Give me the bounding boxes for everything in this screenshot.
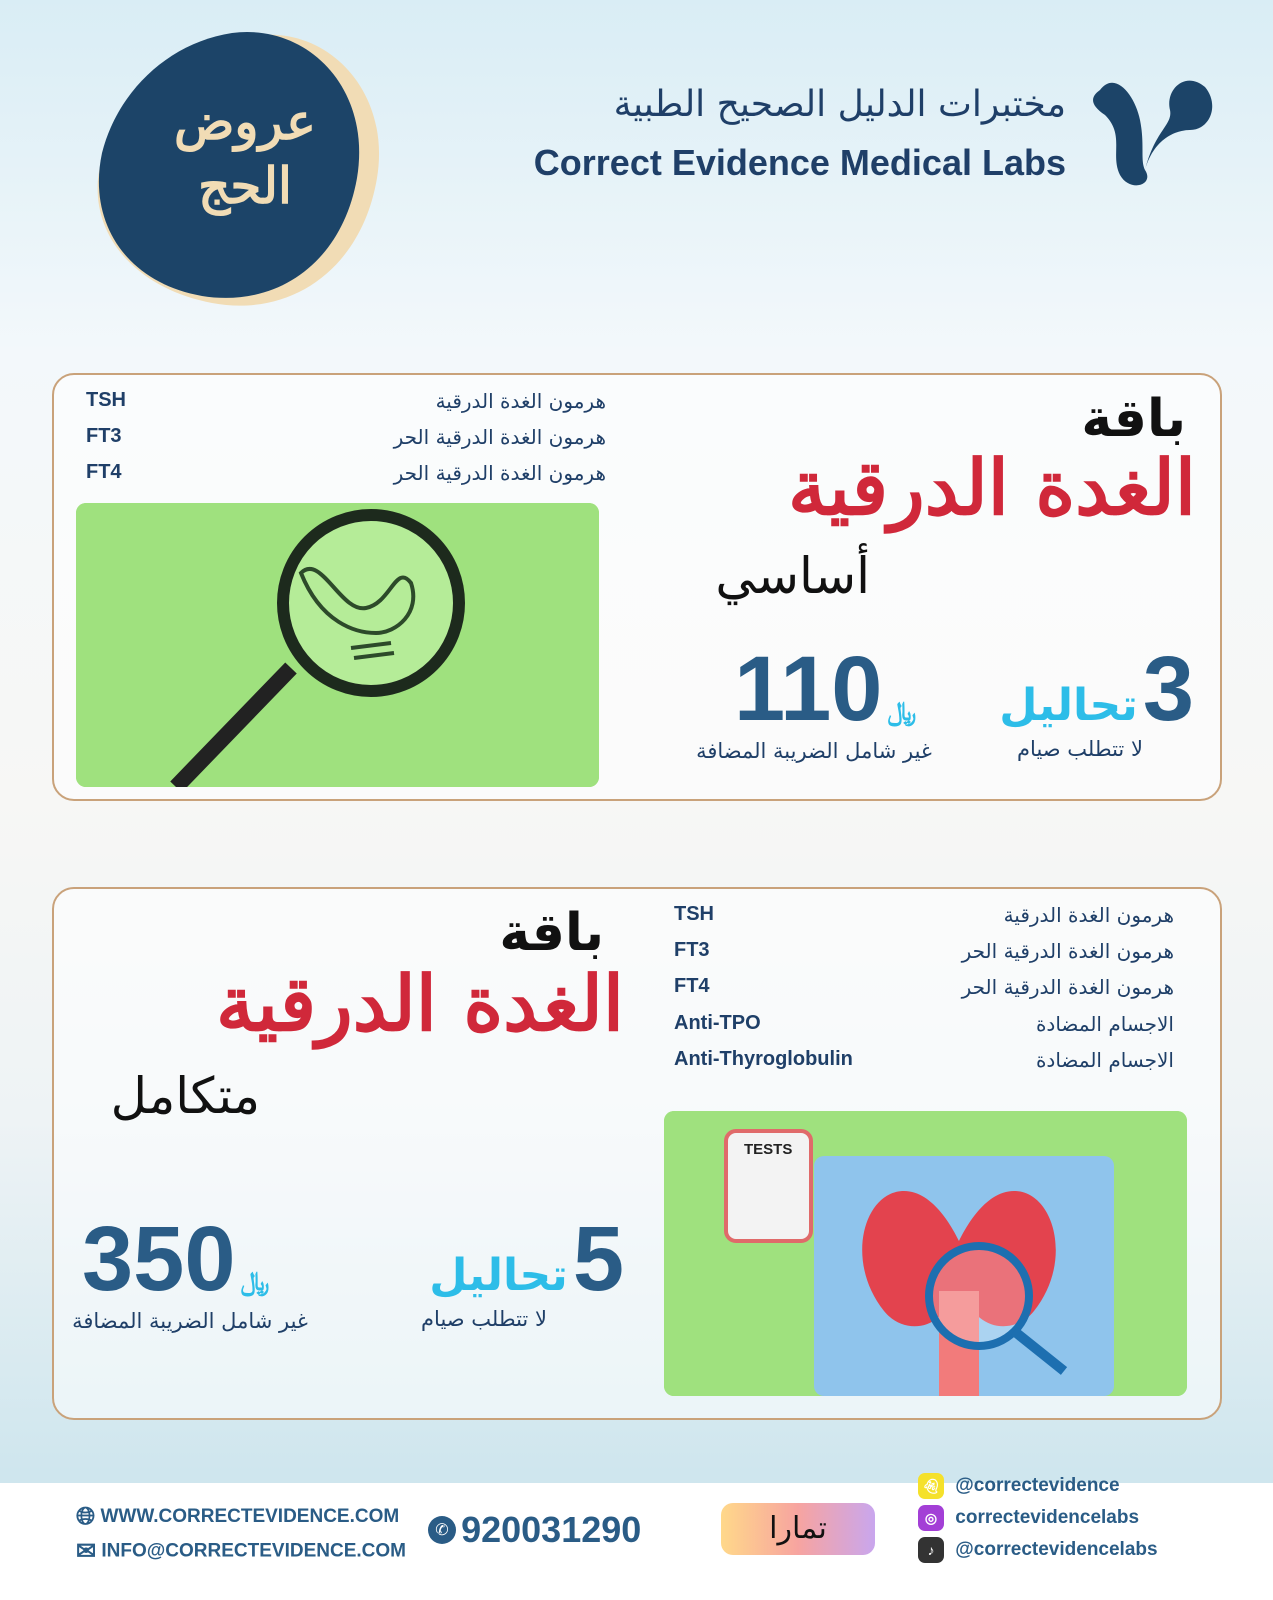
- test-name: الاجسام المضادة: [1035, 1048, 1174, 1072]
- email-link[interactable]: [76, 1537, 406, 1566]
- lab-name-english: Correct Evidence Medical Labs: [533, 142, 1066, 183]
- test-name: هرمون الغدة الدرقية الحر: [393, 425, 606, 449]
- phone-number: 920031290: [461, 1509, 642, 1550]
- snapchat-handle: @correctevidence: [955, 1475, 1120, 1497]
- tests-count-number: 5: [572, 1208, 624, 1310]
- tiktok-icon: ♪: [918, 1537, 944, 1563]
- instagram-icon: ◎: [918, 1505, 944, 1531]
- package-title: الغدة الدرقية: [216, 959, 624, 1048]
- test-name: هرمون الغدة الدرقية الحر: [961, 939, 1174, 963]
- package-title: الغدة الدرقية: [788, 443, 1196, 532]
- complete-package-card: [52, 887, 1222, 1420]
- snapchat-icon: 👻︎: [918, 1473, 944, 1499]
- lab-logo-icon: [1085, 75, 1217, 187]
- instagram-handle: correctevidencelabs: [955, 1507, 1140, 1529]
- vat-note: غير شامل الضريبة المضافة: [696, 739, 932, 763]
- tamara-logo: تمارا: [721, 1503, 875, 1555]
- package-prefix: باقة: [499, 903, 604, 963]
- test-code: Anti-TPO: [674, 1012, 761, 1034]
- test-code: FT4: [86, 461, 122, 483]
- package-prefix: باقة: [1081, 389, 1186, 449]
- test-row: [86, 461, 606, 489]
- phone-icon: ✆: [428, 1516, 456, 1544]
- test-row: [674, 1012, 1174, 1040]
- tests-count-number: 3: [1142, 638, 1194, 740]
- riyal-icon: ﷼: [887, 697, 917, 727]
- price-value: 350: [82, 1208, 236, 1310]
- test-name: هرمون الغدة الدرقية: [435, 389, 606, 413]
- test-row: [86, 425, 606, 453]
- instagram-link[interactable]: [918, 1505, 1139, 1531]
- test-row: [674, 939, 1174, 967]
- test-name: هرمون الغدة الدرقية الحر: [961, 975, 1174, 999]
- footer: [0, 1475, 1273, 1600]
- package-tier: متكامل: [110, 1067, 260, 1125]
- snapchat-link[interactable]: [918, 1473, 1120, 1499]
- fasting-note: لا تتطلب صيام: [1017, 737, 1143, 761]
- test-row: [674, 1048, 1174, 1076]
- tests-count: [364, 1207, 624, 1312]
- website-text: WWW.CORRECTEVIDENCE.COM: [100, 1506, 400, 1528]
- fasting-note: لا تتطلب صيام: [421, 1307, 547, 1331]
- tests-count: [999, 637, 1194, 742]
- basic-package-card: [52, 373, 1222, 801]
- website-link[interactable]: [76, 1503, 399, 1531]
- riyal-icon: ﷼: [240, 1267, 270, 1297]
- test-name: الاجسام المضادة: [1035, 1012, 1174, 1036]
- globe-icon: 🌐︎: [76, 1503, 96, 1530]
- magnifier-thyroid-image: [76, 503, 599, 787]
- lab-name-arabic: مختبرات الدليل الصحيح الطبية: [613, 84, 1066, 125]
- package-tier: أساسي: [715, 547, 870, 605]
- test-name: هرمون الغدة الدرقية الحر: [393, 461, 606, 485]
- tests-clipboard-label: TESTS: [744, 1141, 793, 1158]
- test-row: [674, 903, 1174, 931]
- tiktok-link[interactable]: [918, 1537, 1158, 1563]
- thyroid-illustration: [664, 1111, 1187, 1396]
- test-row: [674, 975, 1174, 1003]
- tiktok-handle: @correctevidencelabs: [955, 1539, 1158, 1561]
- email-text: INFO@CORRECTEVIDENCE.COM: [101, 1540, 406, 1562]
- test-code: TSH: [86, 389, 126, 411]
- test-code: FT3: [674, 939, 710, 961]
- phone-link[interactable]: [428, 1509, 641, 1551]
- test-code: FT3: [86, 425, 122, 447]
- tests-count-label: تحاليل: [999, 680, 1138, 731]
- test-code: TSH: [674, 903, 714, 925]
- mail-icon: ✉: [76, 1538, 97, 1565]
- test-name: هرمون الغدة الدرقية: [1003, 903, 1174, 927]
- tests-count-label: تحاليل: [429, 1250, 568, 1301]
- test-row: [86, 389, 606, 417]
- test-code: Anti-Thyroglobulin: [674, 1048, 853, 1070]
- hajj-offers-badge-text: عروض الحج: [173, 92, 317, 215]
- price: [82, 1207, 269, 1312]
- vat-note: غير شامل الضريبة المضافة: [72, 1309, 308, 1333]
- price-value: 110: [734, 638, 883, 740]
- price: [734, 637, 916, 742]
- test-code: FT4: [674, 975, 710, 997]
